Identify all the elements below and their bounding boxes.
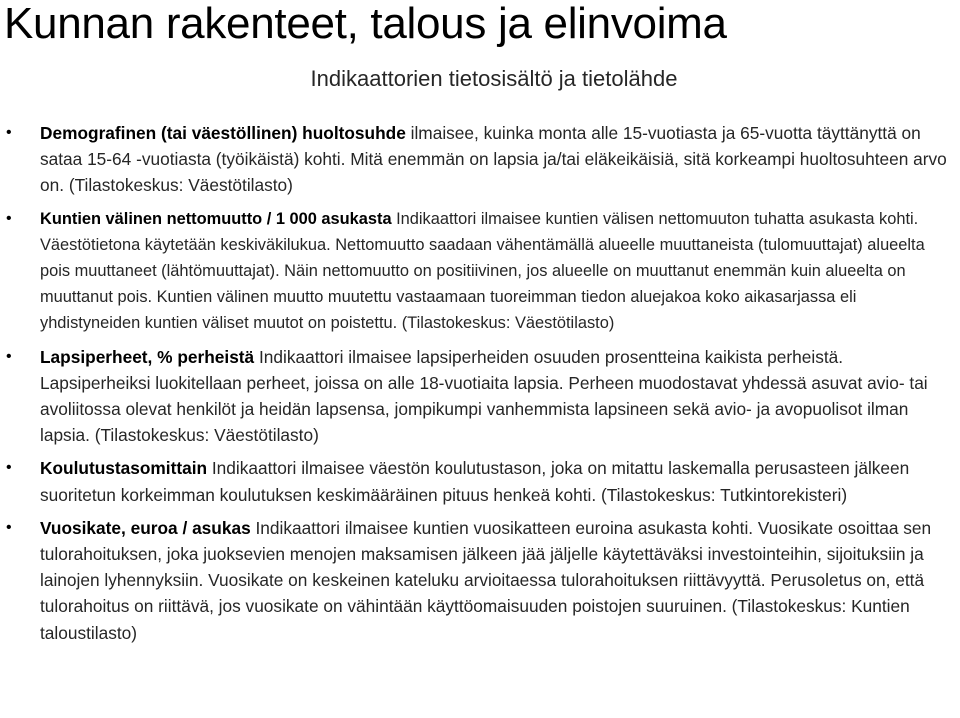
indicator-list	[0, 120, 960, 646]
bullet-icon: •	[6, 459, 12, 477]
indicator-name: Vuosikate, euroa / asukas	[40, 517, 251, 538]
indicator-description: Indikaattori ilmaisee väestön koulutustason, joka on mitattu laskemalla perusasteen jälkeen suoritetun korkeimman koulutuksen keskimääräinen pituus henkeä kohti. (Tilastokeskus: Tutkintorekisteri)	[40, 458, 910, 505]
bullet-icon: •	[6, 518, 12, 536]
slide-subtitle: Indikaattorien tietosisältö ja tietolähde	[310, 66, 678, 91]
indicator-description: Indikaattori ilmaisee kuntien välisen nettomuuton tuhatta asukasta kohti. Väestötietona käytetään keskiväkilukua. Nettomuutto saadaan vähentämällä alueelle muuttaneista (tulomuuttajat) alueelta pois muuttaneet (lähtömuuttajat). Näin nettomuutto on positiivinen, jos alueelle on muuttanut enemmän kuin alueelta on muuttanut pois. Kuntien välinen muutto muutettu vastaamaan tuoreimman tiedon aluejakoa koko aikasarjassa eli yhdistyneiden kuntien väliset muutot on poistettu. (Tilastokeskus: Väestötilasto)	[40, 209, 925, 333]
bullet-icon: •	[6, 209, 12, 227]
list-item-koulutustaso	[0, 455, 960, 507]
indicator-description: Indikaattori ilmaisee lapsiperheiden osuuden prosentteina kaikista perheistä. Lapsiperheiksi luokitellaan perheet, joissa on alle 18-vuotiaita lapsia. Perheen muodostavat yhdessä asuvat avio- tai avoliitossa olevat henkilöt ja heidän lapsensa, jompikumpi vanhemmista lapsineen sekä avio- ja avopuolisot ilman lapsia. (Tilastokeskus: Väestötilasto)	[40, 346, 928, 446]
indicator-name: Demografinen (tai väestöllinen) huoltosuhde	[40, 123, 406, 143]
list-item-nettomuutto	[0, 206, 960, 337]
bullet-icon: •	[6, 124, 12, 141]
indicator-name: Kuntien välinen nettomuutto / 1 000 asukasta	[40, 209, 392, 228]
indicator-description: ilmaisee, kuinka monta alle 15-vuotiasta ja 65-vuotta täyttänyttä on sataa 15-64 -vuotiasta (työikäistä) kohti. Mitä enemmän on lapsia ja/tai eläkeikäisiä, sitä korkeampi huoltosuhteen arvo on. (Tilastokeskus: Väestötilasto)	[40, 123, 947, 196]
indicator-name: Lapsiperheet, % perheistä	[40, 346, 255, 367]
list-item-huoltosuhde	[0, 120, 960, 199]
list-item-vuosikate	[0, 515, 960, 646]
indicator-name: Koulutustasomittain	[40, 458, 208, 479]
slide-title: Kunnan rakenteet, talous ja elinvoima	[4, 0, 727, 48]
bullet-icon: •	[6, 347, 12, 365]
list-item-lapsiperheet	[0, 344, 960, 449]
indicator-description: Indikaattori ilmaisee kuntien vuosikatteen euroina asukasta kohti. Vuosikate osoittaa sen tulorahoituksen, joka juoksevien menojen maksamisen jälkeen jää jäljelle käytettäväksi investointeihin, sijoituksiin ja lainojen lyhennyksiin. Vuosikate on keskeinen kateluku arvioitaessa tulorahoituksen riittävyyttä. Perusoletus on, että tulorahoitus on riittävä, jos vuosikate on vähintään käyttöomaisuuden poistojen suuruinen. (Tilastokeskus: Kuntien taloustilasto)	[40, 517, 932, 643]
